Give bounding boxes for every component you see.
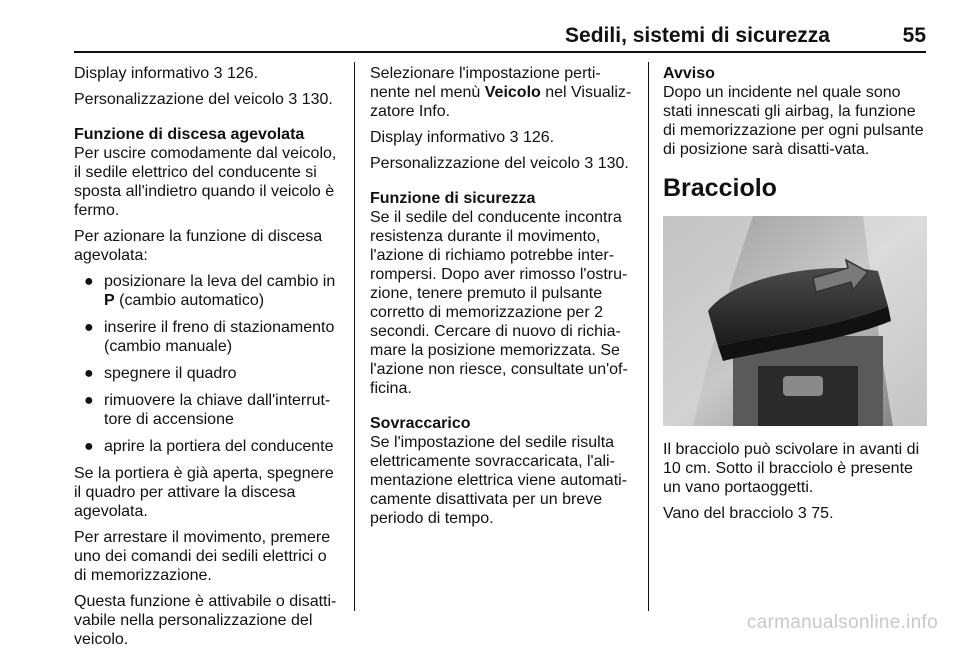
paragraph: Questa funzione è attivabile o disatti-vabile nella personalizzazione del veicolo. (74, 593, 337, 648)
cross-ref-display: Display informativo 3 126. (370, 129, 555, 146)
section-heading: Sovraccarico (370, 415, 471, 432)
section-heading: Funzione di sicurezza (370, 190, 536, 207)
section-heading: Funzione di discesa agevolata (74, 126, 305, 143)
note-text: Dopo un incidente nel quale sono stati innescati gli airbag, la funzione di memorizzazione per ogni pulsante di posizione sarà disatti-vata. (663, 84, 924, 158)
note-heading: Avviso (663, 65, 715, 82)
column-divider-1 (354, 62, 355, 611)
cross-ref-personalization: Personalizzazione del veicolo 3 130. (74, 91, 333, 108)
column-2 (370, 64, 632, 535)
cross-ref-armrest-compartment: Vano del bracciolo 3 75. (663, 505, 834, 522)
column-3 (663, 64, 927, 530)
bullet-icon: ● (84, 273, 94, 290)
list-item: ● aprire la portiera del conducente (84, 438, 334, 455)
reference-arrow-icon: 3 (797, 505, 807, 522)
paragraph: Se il sedile del conducente incontra resistenza durante il movimento, l'azione di richiamo potrebbe inter-rompersi. Dopo aver rimosso l'ostru-zione, tenere premuto il pulsante corretto di memorizzazione per 2 secondi. Cercare di nuovo di richia-mare la posizione memorizzata. Se l'azione non riesce, consultate un'of-ficina. (370, 209, 628, 397)
reference-arrow-icon: 3 (213, 65, 223, 82)
paragraph: Per arrestare il movimento, premere uno dei comandi dei sedili elettrici o di memorizzazione. (74, 529, 331, 584)
reference-arrow-icon: 3 (584, 155, 594, 172)
header-rule (74, 51, 926, 53)
paragraph: Selezionare l'impostazione perti-nente nel menù Veicolo nel Visualiz-zatore Info. (370, 65, 632, 120)
cross-ref-personalization: Personalizzazione del veicolo 3 130. (370, 155, 629, 172)
paragraph: Per uscire comodamente dal veicolo, il sedile elettrico del conducente si sposta all'indietro quando il veicolo è fermo. (74, 145, 337, 219)
reference-arrow-icon: 3 (288, 91, 298, 108)
bullet-icon: ● (84, 365, 94, 382)
header-title: Sedili, sistemi di sicurezza (565, 24, 830, 47)
bullet-icon: ● (84, 319, 94, 336)
bullet-icon: ● (84, 392, 94, 409)
list-item: ● inserire il freno di stazionamento (cambio manuale) (84, 319, 335, 355)
armrest-photo (663, 216, 927, 426)
column-1 (74, 64, 342, 656)
column-divider-2 (648, 62, 649, 611)
paragraph: Per azionare la funzione di discesa agevolata: (74, 228, 323, 264)
list-item: ● posizionare la leva del cambio in P (cambio automatico) (84, 273, 336, 309)
paragraph: Se la portiera è già aperta, spegnere il quadro per attivare la discesa agevolata. (74, 465, 334, 520)
bullet-list (74, 272, 342, 456)
bullet-icon: ● (84, 438, 94, 455)
list-item: ● rimuovere la chiave dall'interrut-tore di accensione (84, 392, 331, 428)
watermark: carmanualsonline.info (746, 612, 938, 633)
list-item: ● spegnere il quadro (84, 365, 237, 382)
page-number: 55 (902, 24, 926, 47)
menu-name: Veicolo (484, 84, 541, 101)
cross-ref-display: Display informativo 3 126. (74, 65, 259, 82)
reference-arrow-icon: 3 (509, 129, 519, 146)
section-title: Bracciolo (663, 174, 777, 202)
paragraph: Il bracciolo può scivolare in avanti di 10 cm. Sotto il bracciolo è presente un vano portaoggetti. (663, 441, 920, 496)
paragraph: Se l'impostazione del sedile risulta elettricamente sovraccaricata, l'ali-mentazione elettrica viene automati-camente disattivata per un breve periodo di tempo. (370, 434, 628, 527)
